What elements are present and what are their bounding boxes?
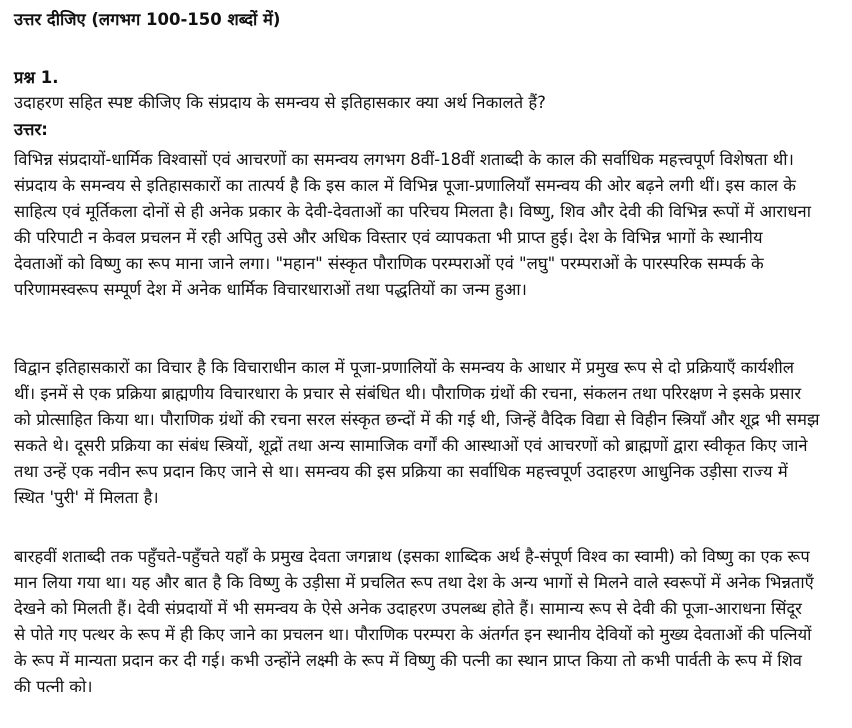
paragraph-line: की परिपाटी न केवल प्रचलन में रही अपितु उसे और अधिक विस्तार एवं व्यापकता भी प्राप्त हुई। देश के विभिन्न भागों के स्थानीय: [14, 228, 763, 247]
paragraph-line: स्थित 'पुरी' में मिलता है।: [14, 488, 159, 507]
paragraph-line: के रूप में मान्यता प्रदान कर दी गई। कभी उन्होंने लक्ष्मी के रूप में विष्णु की पत्नी का स्थान प्राप्त किया तो कभी पार्वती के रूप में शिव: [14, 651, 802, 670]
question-text: उदाहरण सहित स्पष्ट कीजिए कि संप्रदाय के समन्वय से इतिहासकार क्या अर्थ निकालते हैं?: [14, 93, 546, 112]
paragraph-line: थीं। इनमें से एक प्रक्रिया ब्राह्मणीय विचारधारा के प्रचार से संबंधित थी। पौराणिक ग्रंथों की रचना, संकलन तथा परिरक्षण ने इसके प्रसार: [14, 384, 802, 403]
paragraph-line: तथा उन्हें एक नवीन रूप प्रदान किए जाने से था। समन्वय की इस प्रक्रिया का सर्वाधिक महत्त्वपूर्ण उदाहरण आधुनिक उड़ीसा राज्य में: [14, 462, 788, 481]
paragraph-line: सकते थे। दूसरी प्रक्रिया का संबंध स्त्रियों, शूद्रों तथा अन्य सामाजिक वर्गों की आस्थाओं एवं आचरणों को ब्राह्मणों द्वारा स्वीकृत किए जाने: [14, 436, 808, 455]
answer-label: उत्तर:: [14, 120, 48, 139]
paragraph-line: से पोते गए पत्थर के रूप में ही किए जाने का प्रचलन था। पौराणिक परम्परा के अंतर्गत इन स्थानीय देवियों को मुख्य देवताओं की पत्नियों: [14, 625, 812, 644]
paragraph-line: साहित्य एवं मूर्तिकला दोनों से ही अनेक प्रकार के देवी-देवताओं का परिचय मिलता है। विष्णु, शिव और देवी की विभिन्न रूपों में आराधना: [14, 202, 811, 221]
page-title: उत्तर दीजिए (लगभग 100-150 शब्दों में): [14, 10, 281, 29]
paragraph-line: को प्रोत्साहित किया था। पौराणिक ग्रंथों की रचना सरल संस्कृत छन्दों में की गई थी, जिन्हें वैदिक विद्या से विहीन स्त्रियाँ और शूद्र भी समझ: [14, 410, 820, 429]
paragraph-line: बारहवीं शताब्दी तक पहुँचते-पहुँचते यहाँ के प्रमुख देवता जगन्नाथ (इसका शाब्दिक अर्थ है-संपूर्ण विश्व का स्वामी) को विष्णु का एक रूप: [14, 547, 810, 566]
paragraph-line: देवताओं को विष्णु का रूप माना जाने लगा। "महान" संस्कृत पौराणिक परम्पराओं एवं "लघु" परम्पराओं के पारस्परिक सम्पर्क के: [14, 254, 764, 273]
paragraph-line: परिणामस्वरूप सम्पूर्ण देश में अनेक धार्मिक विचारधाराओं तथा पद्धतियों का जन्म हुआ।: [14, 280, 527, 299]
paragraph-line: मान लिया गया था। यह और बात है कि विष्णु के उड़ीसा में प्रचलित रूप तथा देश के अन्य भागों से मिलने वाले स्वरूपों में अनेक भिन्नताएँ: [14, 573, 814, 592]
paragraph-line: की पत्नी को।: [14, 677, 93, 696]
paragraph-line: संप्रदाय के समन्वय से इतिहासकारों का तात्पर्य है कि इस काल में विभिन्न पूजा-प्रणालियाँ समन्वय की ओर बढ़ने लगी थीं। इस काल के: [14, 176, 796, 195]
question-label: प्रश्न 1.: [14, 68, 59, 87]
paragraph-line: देखने को मिलती हैं। देवी संप्रदायों में भी समन्वय के ऐसे अनेक उदाहरण उपलब्ध होते हैं। सामान्य रूप से देवी की पूजा-आराधना सिंदूर: [14, 599, 802, 618]
paragraph-line: विद्वान इतिहासकारों का विचार है कि विचाराधीन काल में पूजा-प्रणालियों के समन्वय के आधार में प्रमुख रूप से दो प्रक्रियाएँ कार्यशील: [14, 358, 794, 377]
paragraph-line: विभिन्न संप्रदायों-धार्मिक विश्वासों एवं आचरणों का समन्वय लगभग 8वीं-18वीं शताब्दी के काल की सर्वाधिक महत्त्वपूर्ण विशेषता थी।: [14, 150, 794, 169]
